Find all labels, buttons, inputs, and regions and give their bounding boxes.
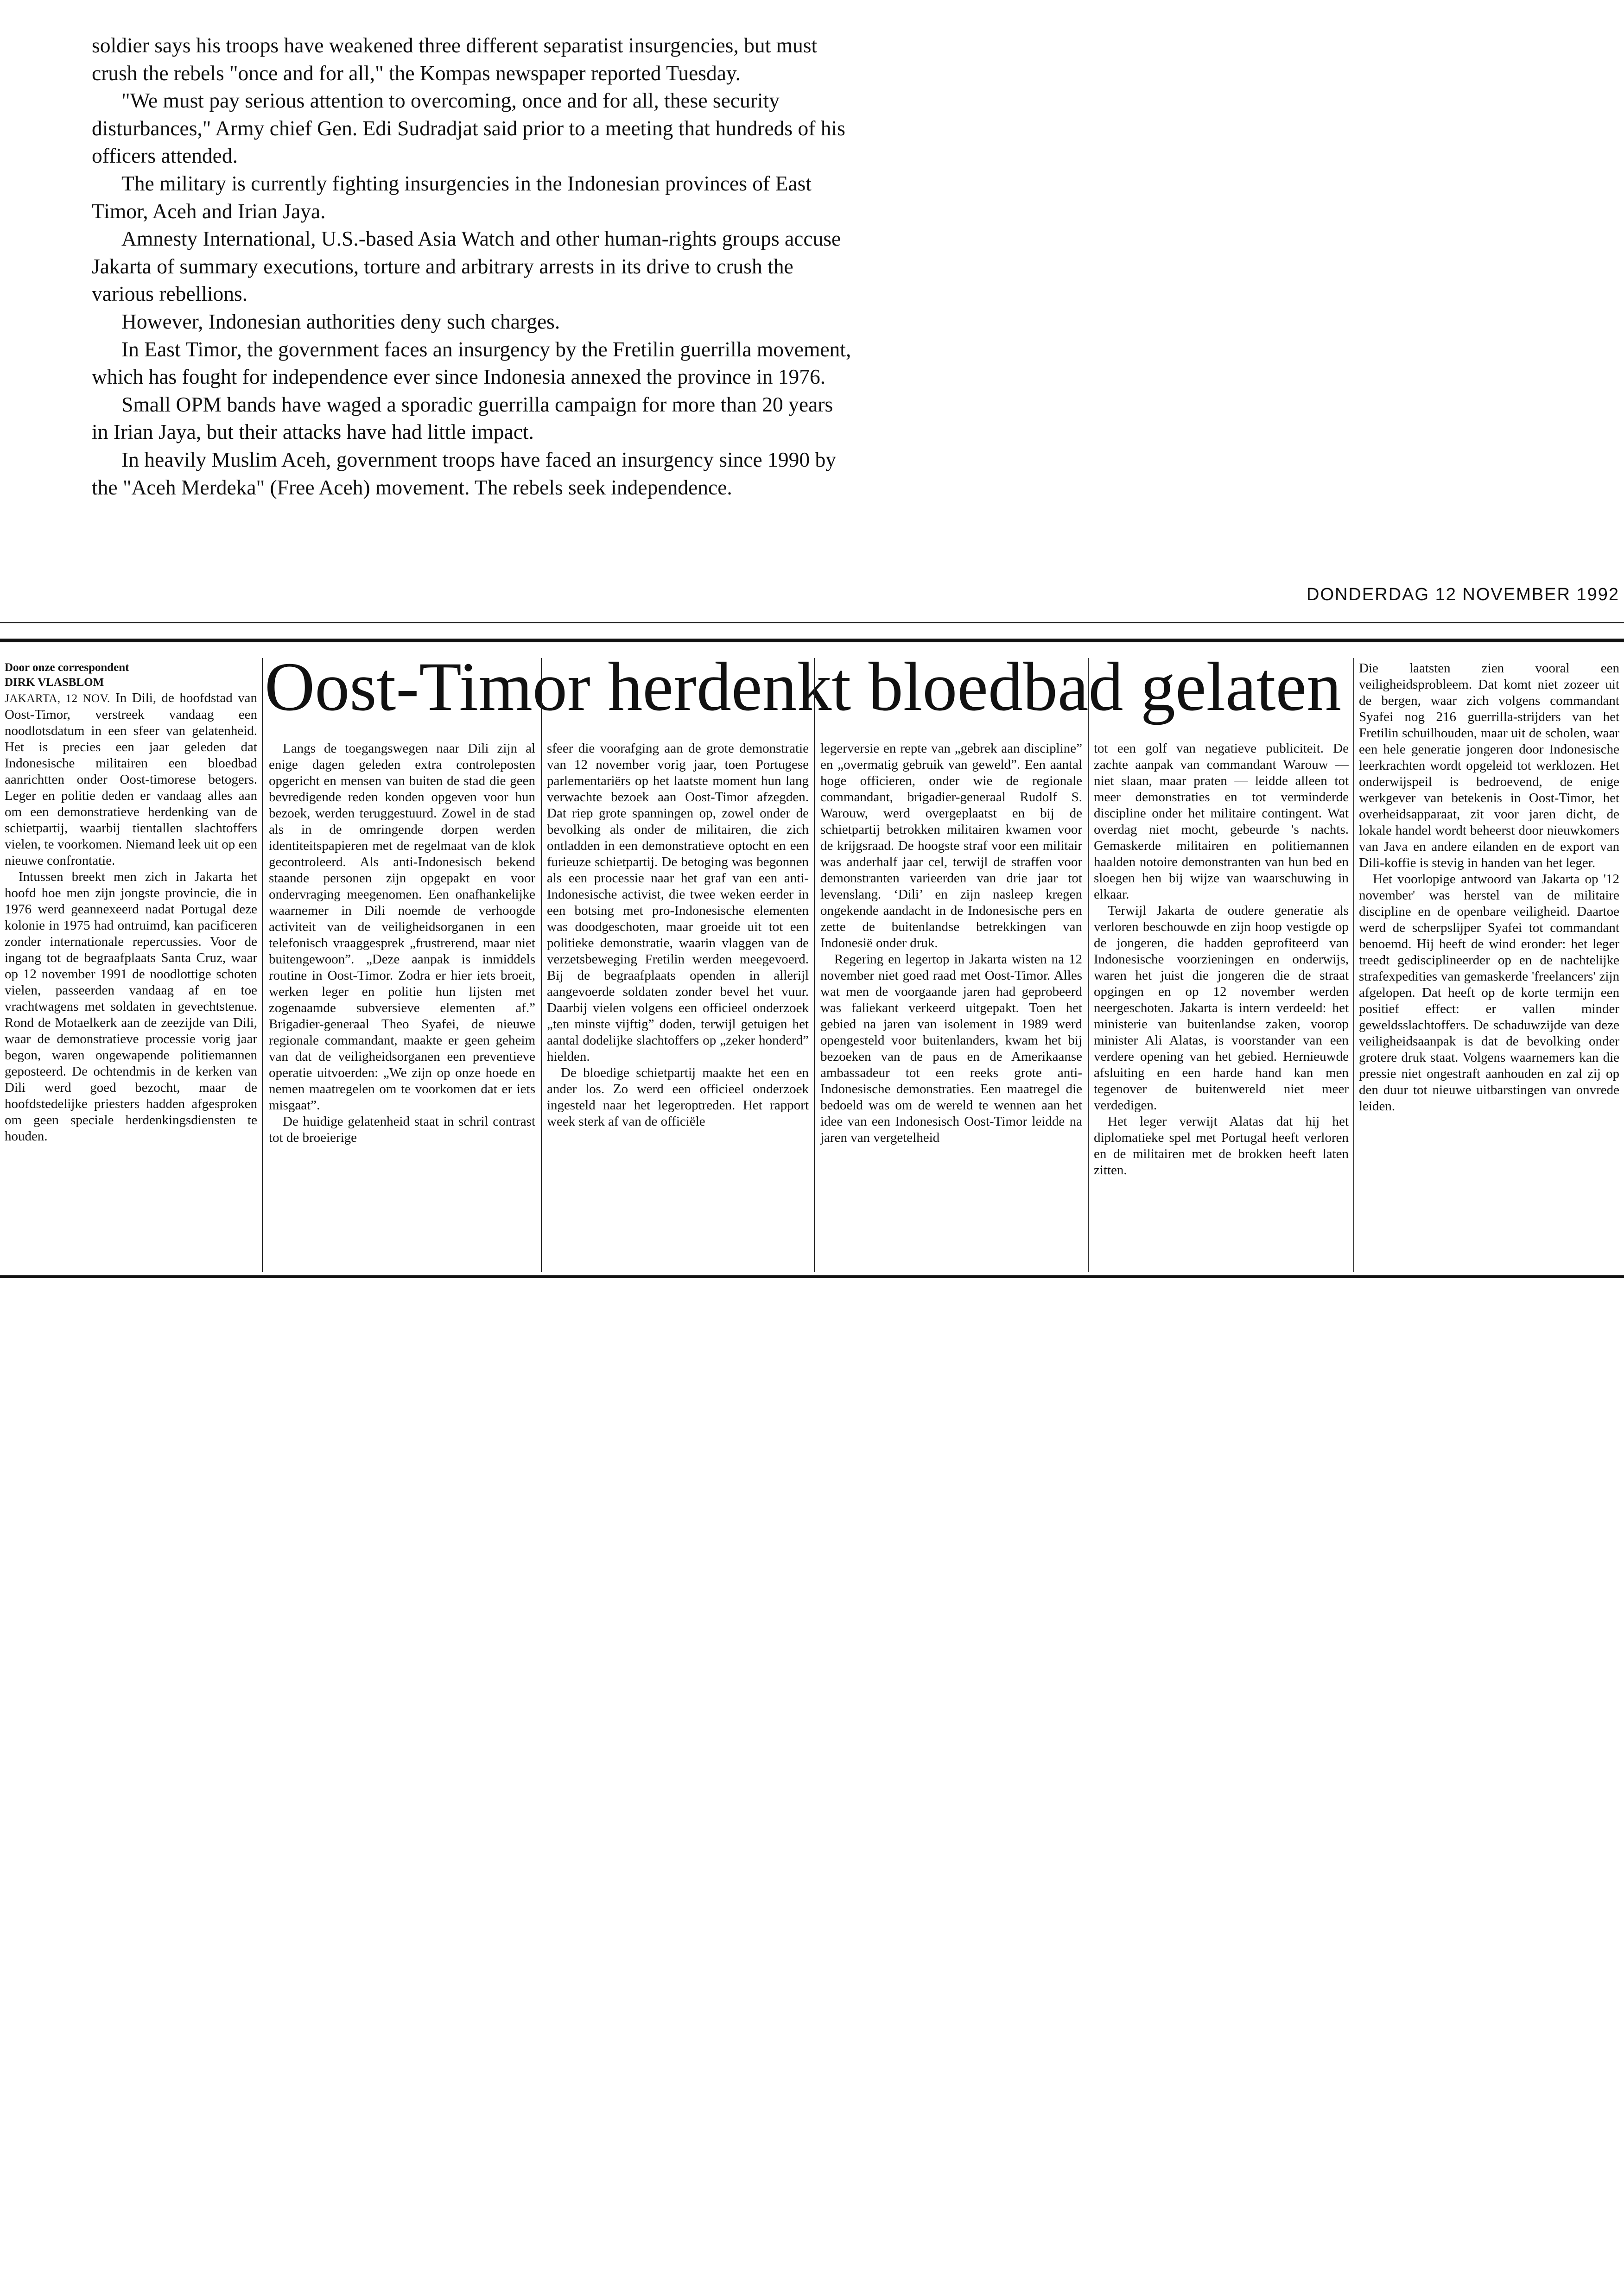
article-column [820,741,1082,1146]
article-column [269,741,535,1146]
article-paragraph: Terwijl Jakarta de oudere generatie als verloren beschouwde en zijn hoop vestigde op de jongeren, die hadden geprofiteerd van Indonesische voorzieningen en onderwijs, waren het juist die jongeren die de straat opgingen en op 12 november werden neergeschoten. Jakarta is intern verdeeld: het ministerie van buitenlandse zaken, voorop minister Ali Alatas, is voorstander van een verdere opening van het gebied. Hernieuwde afsluiting en een harde hand kan men tegenover de buitenwereld niet meer verdedigen. [1094,903,1349,1113]
wire-paragraph: soldier says his troops have weakened three different separatist insurgencies, but must crush the rebels "once and for all," the Kompas newspaper reported Tuesday. [92,33,818,85]
column-divider [1088,658,1089,1272]
article-paragraph: tot een golf van negatieve publiciteit. De zachte aanpak van commandant Warouw — niet slaan, maar praten — leidde alleen tot meer demonstraties en tot verminderde discipline onder het militaire contingent. Wat overdag niet mocht, gebeurde 's nachts. Gemaskerde militairen en politiemannen haalden notoire demonstranten van hun bed en sloegen hen bij wijze van waarschuwing in elkaar. [1094,741,1349,902]
divider [0,1275,1624,1278]
wire-paragraph: The military is currently fighting insurgencies in the Indonesian provinces of East Timor, Aceh and Irian Jaya. [92,171,812,223]
divider [0,639,1624,642]
article-paragraph: De bloedige schietpartij maakte het een en ander los. Zo werd een officieel onderzoek ingesteld naar het legeroptreden. Het rapport week sterk af van de officiële [547,1065,809,1129]
column-divider [814,658,815,1272]
divider [0,622,1624,623]
column-divider [541,658,542,1272]
wire-paragraph: Small OPM bands have waged a sporadic guerrilla campaign for more than 20 years in Irian Jaya, but their attacks have had little impact. [92,392,833,444]
article-paragraph: Regering en legertop in Jakarta wisten na 12 november niet goed raad met Oost-Timor. Alles wat men de voorgaande jaren had geprobeerd was faliekant verkeerd uitgepakt. Toen het gebied na jaren van isolement in 1989 werd opengesteld voor buitenlanders, kwam het bij bezoeken van de paus en de Amerikaanse ambassadeur tot een reeks grote anti-Indonesische demonstraties. Een maatregel die bedoeld was om de wereld te wennen aan het idee van een Indonesisch Oost-Timor leidde na jaren van vergetelheid [820,952,1082,1145]
byline-label: Door onze correspondent [5,661,129,674]
article-column [1359,660,1619,1115]
article-paragraph: In Dili, de hoofdstad van Oost-Timor, verstreek vandaag een noodlotsdatum in een sfeer van gelatenheid. Het is precies een jaar geleden dat Indonesische militairen een bloedbad aanrichtten onder Oost-timorese betogers. Leger en politie deden er vandaag alles aan om een demonstratieve herdenking van de schietpartij, waarbij tientallen slachtoffers vielen, te voorkomen. Niemand leek uit op een nieuwe confrontatie. [5,690,258,868]
article-paragraph: Het voorlopige antwoord van Jakarta op '12 november' was herstel van de militaire discipline en de openbare veiligheid. Daartoe werd de scherpslijper Syafei tot commandant benoemd. Hij heeft de wind eronder: het leger treedt gedisciplineerder op en de nachtelijke strafexpedities van gemaskerde 'freelancers' zijn afgelopen. Dat heeft op de korte termijn een positief effect: er vallen minder geweldsslachtoffers. De schaduwzijde van deze veiligheidsaanpak is dat de bevolking onder grotere druk staat. Volgens waarnemers kan die pressie niet ongestraft aanhouden en zal zij op den duur tot nieuwe uitbarstingen van onvrede leiden. [1359,872,1619,1114]
article-paragraph: Die laatsten zien vooral een veiligheidsprobleem. Dat komt niet zozeer uit de bergen, waar zich volgens commandant Syafei nog 216 guerrilla-strijders van het Fretilin schuilhouden, maar uit de scholen, waar een hele generatie jongeren door Indonesische leerkrachten wordt opgeleid tot werklozen. Het onderwijspeil is bedroevend, de enige werkgever van betekenis in Oost-Timor, het overheidsapparaat, zit voor jaren dicht, de lokale handel wordt beheerst door nieuwkomers van Java en andere eilanden en de export van Dili-koffie is stevig in handen van het leger. [1359,661,1619,870]
column-divider [1353,658,1354,1272]
article-column [5,660,257,1145]
article-paragraph: Intussen breekt men zich in Jakarta het hoofd hoe men zijn jongste provincie, die in 1976 werd geannexeerd nadat Portugal deze kolonie in 1975 had ontruimd, kan pacificeren zonder internationale repercussies. Voor de ingang tot de begraafplaats Santa Cruz, waar op 12 november 1991 de noodlottige schoten vielen, passeerden vandaag af en toe vrachtwagens met soldaten in gevechtstenue. Rond de Motaelkerk aan de zeezijde van Dili, waar de demonstratieve processie vorig jaar begon, waren ongewapende politiemannen geposteerd. De ochtendmis in de kerken van Dili werd goed bezocht, maar de hoofdstedelijke priesters hadden afgesproken om geen speciale herdenkingsdiensten te houden. [5,869,257,1144]
article-paragraph: Langs de toegangswegen naar Dili zijn al enige dagen geleden extra controleposten opgericht en mensen van buiten de stad die geen bevredigende reden konden opgeven voor hun bezoek, werden teruggestuurd. Zowel in de stad als in de omringende dorpen werden identiteitspapieren met de regelmaat van de klok gecontroleerd. Als anti-Indonesisch bekend staande personen zijn opgepakt en voor ondervraging meegenomen. Een onafhankelijke waarnemer in Dili noemde de verhoogde activiteit van de veiligheidsorganen in een telefonisch vraaggesprek „frustrerend, maar niet buitengewoon”. „Deze aanpak is inmiddels routine in Oost-Timor. Zodra er hier iets broeit, werken leger en politie hun lijsten met zogenaamde subversieve elementen af.” Brigadier-generaal Theo Syafei, de nieuwe regionale commandant, maakte er geen geheim van dat de veiligheidsorganen een preventieve operatie uitvoerden: „We zijn op onze hoede en nemen maatregelen om te voorkomen dat er iets misgaat”. [269,741,535,1113]
wire-paragraph: In heavily Muslim Aceh, government troops have faced an insurgency since 1990 by the "Aceh Merdeka" (Free Aceh) movement. The rebels seek independence. [92,447,836,499]
article-column [1094,741,1349,1178]
article-column [547,741,809,1130]
article-paragraph: De huidige gelatenheid staat in schril contrast tot de broeierige [269,1114,535,1145]
article-headline: Oost-Timor herdenkt bloedbad gelaten [264,648,1342,725]
wire-paragraph: However, Indonesian authorities deny such charges. [121,309,560,333]
column-divider [262,658,263,1272]
article-paragraph: Het leger verwijt Alatas dat hij het diplomatieke spel met Portugal heeft verloren en de militairen met de brokken heeft laten zitten. [1094,1114,1349,1178]
wire-paragraph: Amnesty International, U.S.-based Asia Watch and other human-rights groups accuse Jakarta of summary executions, torture and arbitrary arrests in its drive to crush the various rebellions. [92,227,841,306]
wire-story [92,32,852,501]
article-paragraph: sfeer die voorafging aan de grote demonstratie van 12 november vorig jaar, toen Portugese parlementariërs op het laatste moment hun lang verwachte bezoek aan Oost-Timor afzegden. Dat riep grote spanningen op, zowel onder de bevolking als onder de militairen, die zich ontladden in een demonstratieve optocht en een furieuze schietpartij. De betoging was begonnen als een processie naar het graf van een anti-Indonesische activist, die twee weken eerder in een botsing met pro-Indonesische elementen was doodgeschoten, maar groeide uit tot een politieke demonstratie, waarin vlaggen van de verzetsbeweging Fretilin werden meegevoerd. Bij de begraafplaats openden in allerijl aangevoerde soldaten zonder bevel het vuur. Daarbij vielen volgens een officieel onderzoek „ten minste vijftig” doden, terwijl getuigen het aantal dodelijke slachtoffers op „zeker honderd” hielden. [547,741,809,1064]
wire-paragraph: In East Timor, the government faces an insurgency by the Fretilin guerrilla movement, which has fought for independence ever since Indonesia annexed the province in 1976. [92,337,851,389]
place-date: JAKARTA, 12 NOV. [5,692,110,705]
wire-paragraph: "We must pay serious attention to overcoming, once and for all, these security disturbances," Army chief Gen. Edi Sudradjat said prior to a meeting that hundreds of his officers attended. [92,89,845,168]
byline-name: DIRK VLASBLOM [5,676,104,689]
newspaper-dateline: DONDERDAG 12 NOVEMBER 1992 [1307,585,1619,604]
article-paragraph: legerversie en repte van „gebrek aan discipline” en „overmatig gebruik van geweld”. Een aantal hoge officieren, onder wie de regionale commandant, brigadier-generaal Rudolf S. Warouw, werd overgeplaatst en bij de schietpartij betrokken militairen kwamen voor de krijgsraad. De hoogste straf voor een militair was anderhalf jaar cel, terwijl de straffen voor demonstranten varieerden van drie jaar tot levenslang. ‘Dili’ en zijn nasleep kregen ongekende aandacht in de Indonesische pers en zette de buitenlandse betrekkingen van Indonesië onder druk. [820,741,1082,950]
